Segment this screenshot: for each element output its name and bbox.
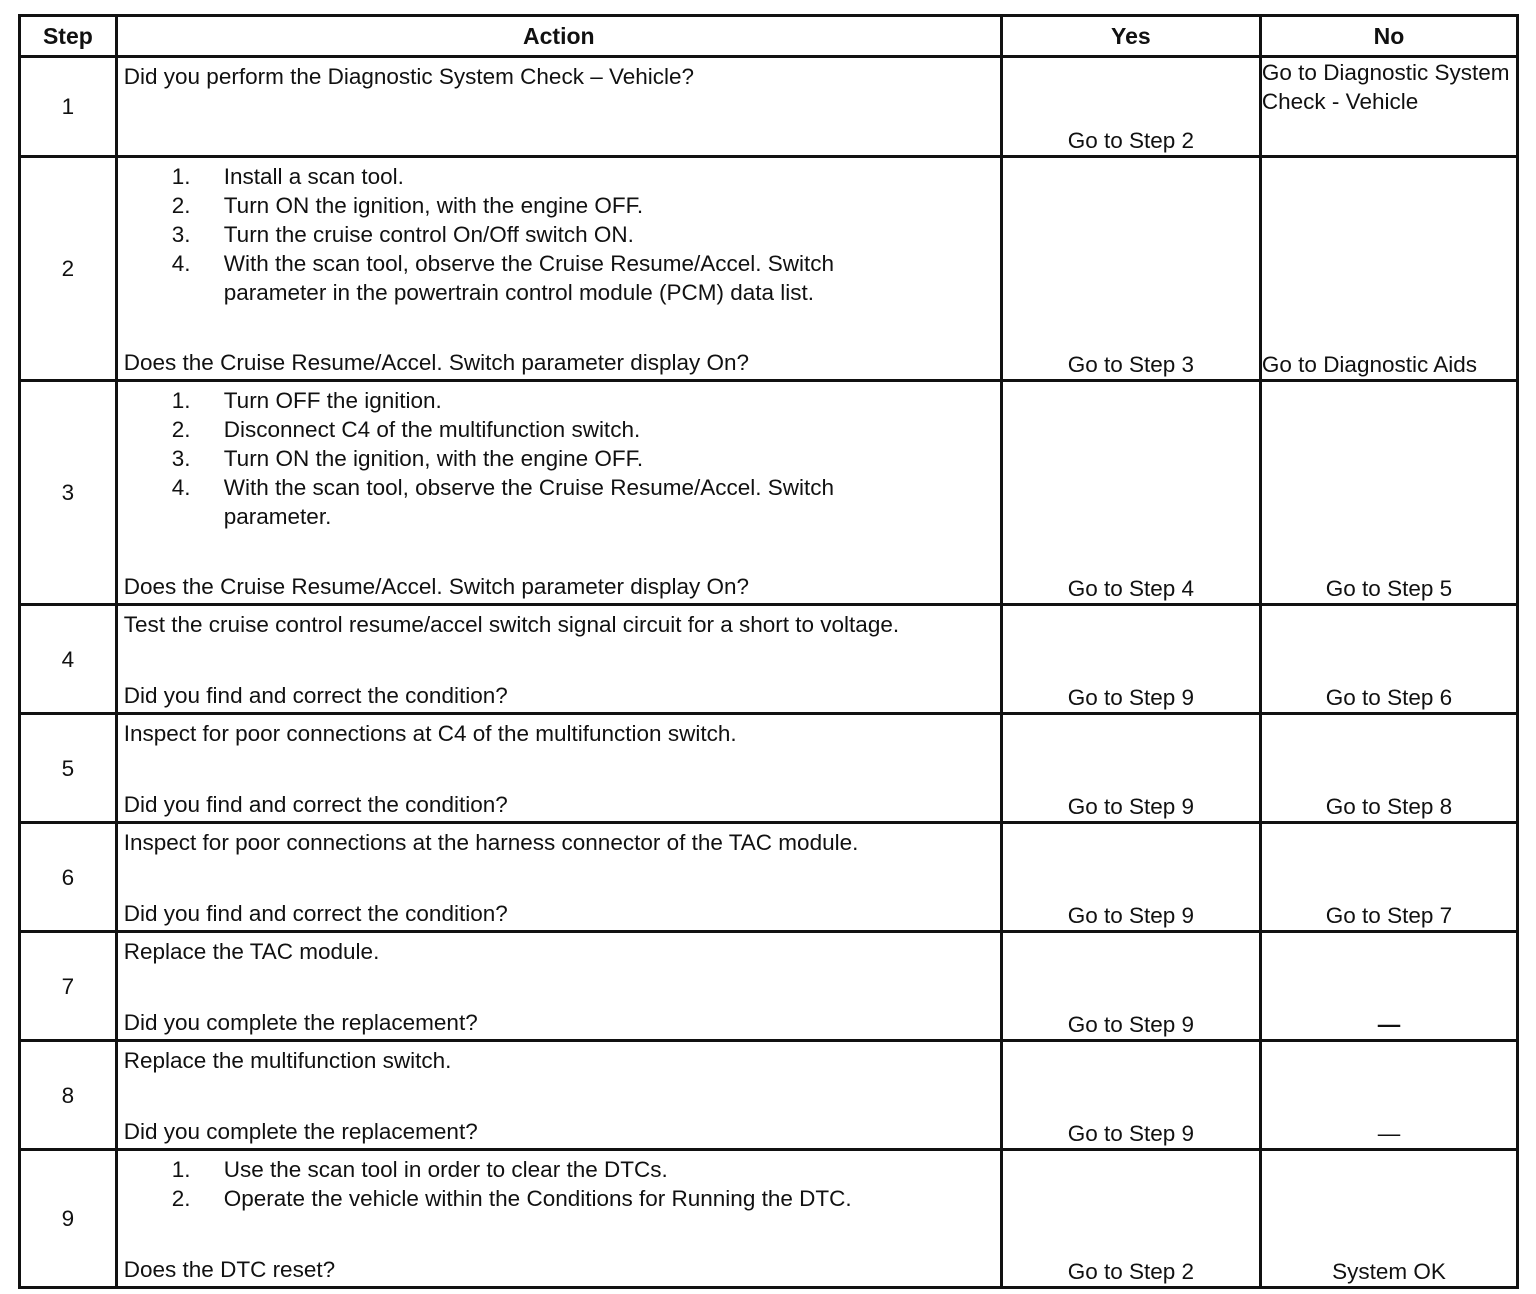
item-number: 4. <box>171 475 191 500</box>
action-text: Replace the TAC module. <box>123 939 380 964</box>
no-result: — <box>1377 1121 1401 1146</box>
no-result: — <box>1377 1012 1401 1037</box>
yes-result: Go to Step 9 <box>1067 685 1195 710</box>
header-action: Action <box>116 16 1001 57</box>
instruction-list <box>124 386 994 531</box>
no-cell <box>1260 932 1517 1041</box>
action-cell <box>116 932 1001 1041</box>
question-text: Does the DTC reset? <box>123 1257 336 1282</box>
item-number: 2. <box>171 193 191 218</box>
item-text: Disconnect C4 of the multifunction switch. <box>223 417 641 442</box>
question-text: Did you complete the replacement? <box>123 1119 478 1144</box>
table-row <box>20 823 1518 932</box>
step-number: 4 <box>20 605 117 714</box>
no-result: Go to Step 6 <box>1325 685 1453 710</box>
yes-cell <box>1001 1150 1260 1288</box>
action-cell <box>116 605 1001 714</box>
item-number: 4. <box>171 251 191 276</box>
no-cell <box>1260 1041 1517 1150</box>
list-item <box>172 386 994 415</box>
action-text: Did you perform the Diagnostic System Check – Vehicle? <box>123 64 695 89</box>
yes-result: Go to Step 2 <box>1067 128 1195 153</box>
action-text: Inspect for poor connections at C4 of the multifunction switch. <box>123 721 737 746</box>
step-number: 9 <box>20 1150 117 1288</box>
table-row <box>20 1150 1518 1288</box>
table-row <box>20 714 1518 823</box>
yes-result: Go to Step 9 <box>1067 903 1195 928</box>
list-item <box>172 162 994 191</box>
item-text: Turn ON the ignition, with the engine OFF. <box>223 446 644 471</box>
list-item <box>172 191 994 220</box>
yes-cell <box>1001 823 1260 932</box>
yes-cell <box>1001 381 1260 605</box>
list-item <box>172 1155 994 1184</box>
no-cell <box>1260 1150 1517 1288</box>
action-cell <box>116 57 1001 157</box>
yes-cell <box>1001 157 1260 381</box>
list-item <box>172 220 994 249</box>
table-row <box>20 57 1518 157</box>
action-cell <box>116 157 1001 381</box>
no-cell <box>1260 157 1517 381</box>
action-cell <box>116 823 1001 932</box>
item-number: 1. <box>171 388 191 413</box>
item-number: 1. <box>171 1157 191 1182</box>
no-result: Go to Step 7 <box>1325 903 1453 928</box>
list-item <box>172 444 994 473</box>
item-text: Operate the vehicle within the Conditions for Running the DTC. <box>223 1186 852 1211</box>
item-number: 3. <box>171 222 191 247</box>
yes-cell <box>1001 932 1260 1041</box>
step-number: 3 <box>20 381 117 605</box>
table-row <box>20 381 1518 605</box>
header-yes: Yes <box>1001 16 1260 57</box>
action-text: Replace the multifunction switch. <box>123 1048 452 1073</box>
yes-result: Go to Step 2 <box>1067 1259 1195 1284</box>
item-text: With the scan tool, observe the Cruise Resume/Accel. Switch parameter in the powertrain control module (PCM) data list. <box>223 251 835 305</box>
item-number: 2. <box>171 1186 191 1211</box>
yes-result: Go to Step 3 <box>1067 352 1195 377</box>
list-item <box>172 415 994 444</box>
question-text: Does the Cruise Resume/Accel. Switch parameter display On? <box>123 350 750 375</box>
item-text: Install a scan tool. <box>223 164 404 189</box>
item-number: 3. <box>171 446 191 471</box>
item-text: Turn OFF the ignition. <box>223 388 442 413</box>
step-number: 5 <box>20 714 117 823</box>
table-row <box>20 1041 1518 1150</box>
yes-cell <box>1001 1041 1260 1150</box>
no-cell <box>1260 57 1517 157</box>
question-text: Did you complete the replacement? <box>123 1010 478 1035</box>
step-number: 8 <box>20 1041 117 1150</box>
no-cell <box>1260 605 1517 714</box>
no-cell <box>1260 381 1517 605</box>
table-row <box>20 932 1518 1041</box>
question-text: Did you find and correct the condition? <box>123 901 508 926</box>
instruction-list <box>124 1155 994 1213</box>
item-number: 2. <box>171 417 191 442</box>
question-text: Did you find and correct the condition? <box>123 792 508 817</box>
list-item <box>172 1184 994 1213</box>
yes-result: Go to Step 9 <box>1067 1121 1195 1146</box>
step-number: 2 <box>20 157 117 381</box>
header-step: Step <box>20 16 117 57</box>
question-text: Did you find and correct the condition? <box>123 683 508 708</box>
action-cell <box>116 714 1001 823</box>
yes-cell <box>1001 605 1260 714</box>
step-number: 7 <box>20 932 117 1041</box>
item-number: 1. <box>171 164 191 189</box>
action-cell <box>116 1150 1001 1288</box>
no-cell <box>1260 714 1517 823</box>
no-result: Go to Diagnostic Aids <box>1261 352 1478 377</box>
yes-cell <box>1001 57 1260 157</box>
header-no: No <box>1260 16 1517 57</box>
yes-cell <box>1001 714 1260 823</box>
item-text: Turn ON the ignition, with the engine OFF. <box>223 193 644 218</box>
diagnostic-table <box>18 14 1519 1289</box>
item-text: Turn the cruise control On/Off switch ON. <box>223 222 634 247</box>
no-cell <box>1260 823 1517 932</box>
yes-result: Go to Step 4 <box>1067 576 1195 601</box>
yes-result: Go to Step 9 <box>1067 1012 1195 1037</box>
action-text: Inspect for poor connections at the harness connector of the TAC module. <box>123 830 859 855</box>
item-text: With the scan tool, observe the Cruise Resume/Accel. Switch parameter. <box>223 475 835 529</box>
no-result: Go to Step 8 <box>1325 794 1453 819</box>
instruction-list <box>124 162 994 307</box>
list-item <box>172 249 994 307</box>
action-cell <box>116 381 1001 605</box>
no-result: Go to Diagnostic System Check - Vehicle <box>1261 60 1510 114</box>
action-text: Test the cruise control resume/accel switch signal circuit for a short to voltage. <box>123 612 900 637</box>
step-number: 6 <box>20 823 117 932</box>
action-cell <box>116 1041 1001 1150</box>
yes-result: Go to Step 9 <box>1067 794 1195 819</box>
item-text: Use the scan tool in order to clear the DTCs. <box>223 1157 668 1182</box>
table-row <box>20 157 1518 381</box>
question-text: Does the Cruise Resume/Accel. Switch parameter display On? <box>123 574 750 599</box>
no-result: Go to Step 5 <box>1325 576 1453 601</box>
header-row <box>20 16 1518 57</box>
list-item <box>172 473 994 531</box>
table-row <box>20 605 1518 714</box>
no-result: System OK <box>1332 1259 1446 1284</box>
step-number: 1 <box>20 57 117 157</box>
